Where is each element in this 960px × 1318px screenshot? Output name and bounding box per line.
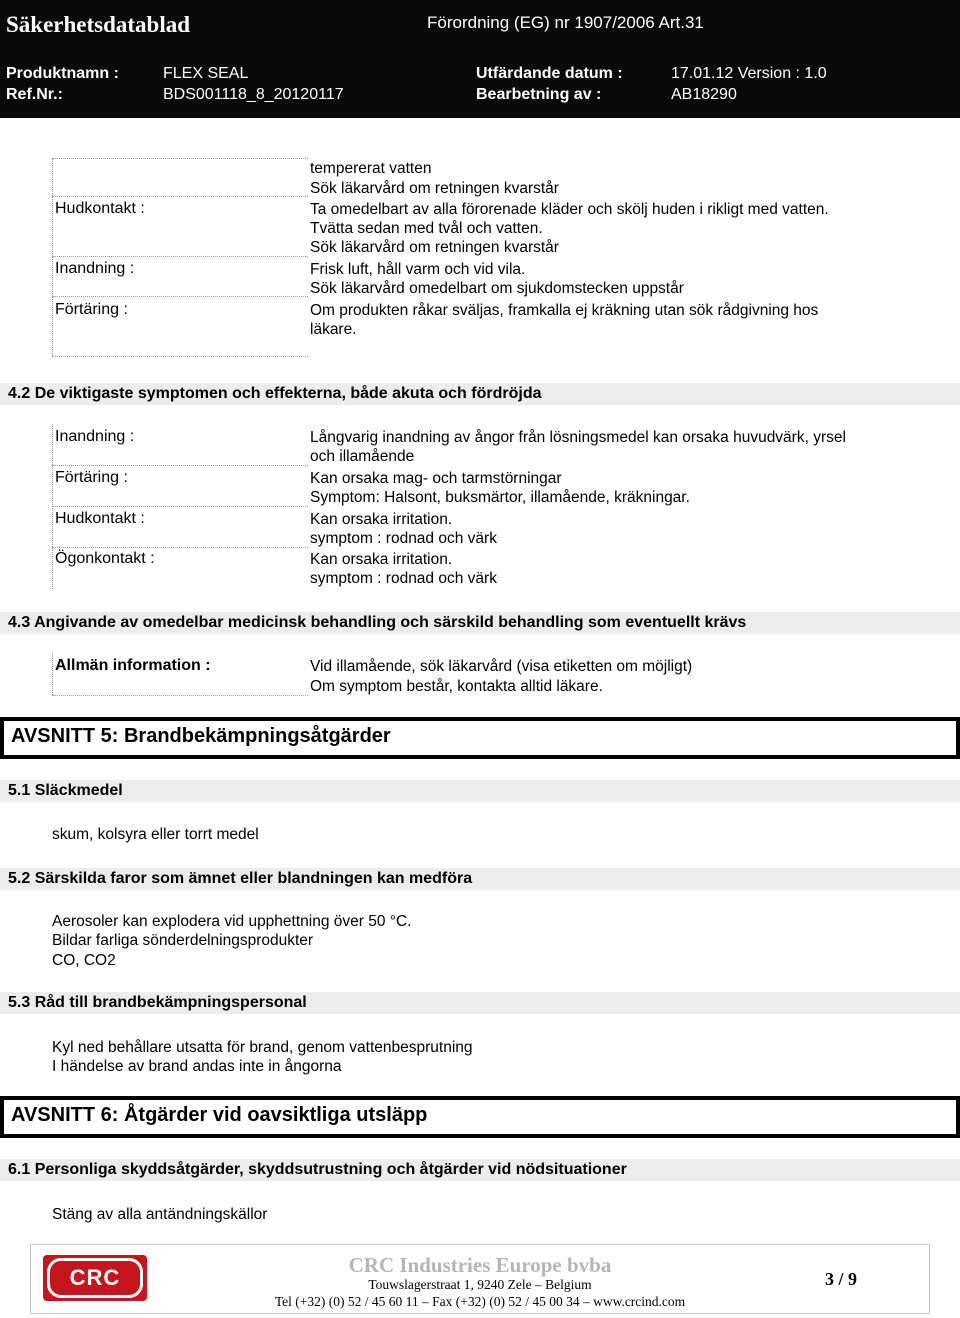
first-aid-line: tempererat vatten [310, 160, 432, 177]
personal-precautions-text: Stäng av alla antändningskällor [52, 1206, 268, 1223]
section-5-header [0, 717, 960, 759]
symptom-inhalation-label: Inandning : [55, 428, 135, 445]
first-aid-line: Sök läkarvård om retningen kvarstår [310, 180, 559, 197]
ingestion-text: läkare. [310, 321, 357, 338]
symptom-inhalation-text: Långvarig inandning av ångor från lösningsmedel kan orsaka huvudvärk, yrsel [310, 429, 846, 446]
inhalation-text: Frisk luft, håll varm och vid vila. [310, 261, 526, 278]
section-5-2-header [0, 868, 960, 890]
section-5-1-header [0, 780, 960, 802]
regulation-reference: Förordning (EG) nr 1907/2006 Art.31 [427, 13, 704, 32]
document-header [0, 0, 960, 118]
symptom-ingestion-text: Symptom: Halsont, buksmärtor, illamående, kräkningar. [310, 489, 690, 506]
section-6-title: AVSNITT 6: Åtgärder vid oavsiktliga utsläpp [11, 1104, 428, 1126]
special-hazards-text: Bildar farliga sönderdelningsprodukter [52, 932, 314, 949]
general-info-text: Vid illamående, sök läkarvård (visa etiketten om möjligt) [310, 658, 693, 675]
issue-date-label: Utfärdande datum : [476, 65, 623, 82]
section-5-title: AVSNITT 5: Brandbekämpningsåtgärder [11, 725, 391, 747]
ref-number-label: Ref.Nr.: [6, 86, 63, 103]
product-name-value: FLEX SEAL [163, 65, 249, 82]
processing-label: Bearbetning av : [476, 86, 602, 103]
section-4-3-header [0, 612, 960, 634]
skin-contact-label: Hudkontakt : [55, 200, 145, 217]
symptom-eye-text: Kan orsaka irritation. [310, 551, 453, 568]
crc-logo-text: CRC [47, 1258, 143, 1298]
company-name: CRC Industries Europe bvba [348, 1253, 612, 1277]
document-footer [30, 1244, 930, 1314]
inhalation-text: Sök läkarvård omedelbart om sjukdomstecken uppstår [310, 280, 684, 297]
section-5-3-header [0, 992, 960, 1014]
section-6-header [0, 1096, 960, 1138]
symptom-skin-text: Kan orsaka irritation. [310, 511, 453, 528]
processing-value: AB18290 [671, 86, 737, 103]
section-5-1-title: 5.1 Släckmedel [8, 782, 123, 799]
page-number: 3 / 9 [824, 1269, 857, 1289]
firefighter-advice-text: Kyl ned behållare utsatta för brand, genom vattenbesprutning [52, 1039, 473, 1056]
ref-number-value: BDS001118_8_20120117 [163, 86, 344, 103]
symptom-inhalation-text: och illamående [310, 448, 415, 465]
symptom-ingestion-text: Kan orsaka mag- och tarmstörningar [310, 470, 562, 487]
inhalation-label: Inandning : [55, 260, 135, 277]
skin-contact-text: Tvätta sedan med tvål och vatten. [310, 220, 543, 237]
special-hazards-text: CO, CO2 [52, 952, 116, 969]
section-5-3-title: 5.3 Råd till brandbekämpningspersonal [8, 994, 307, 1011]
section-6-1-title: 6.1 Personliga skyddsåtgärder, skyddsutrustning och åtgärder vid nödsituationer [8, 1161, 627, 1178]
section-4-2-title: 4.2 De viktigaste symptomen och effekterna, både akuta och fördröjda [8, 385, 542, 402]
firefighter-advice-text: I händelse av brand andas inte in ångorna [52, 1058, 342, 1075]
ingestion-label: Förtäring : [55, 301, 128, 318]
section-5-2-title: 5.2 Särskilda faror som ämnet eller blandningen kan medföra [8, 870, 473, 887]
symptom-eye-text: symptom : rodnad och värk [310, 570, 497, 587]
company-contact: Tel (+32) (0) 52 / 45 60 11 – Fax (+32) (0) 52 / 45 00 34 – www.crcind.com [274, 1294, 686, 1309]
extinguishing-media-text: skum, kolsyra eller torrt medel [52, 826, 259, 843]
symptom-eye-label: Ögonkontakt : [55, 550, 155, 567]
general-info-label: Allmän information : [55, 657, 211, 674]
symptom-ingestion-label: Förtäring : [55, 469, 128, 486]
document-title: Säkerhetsdatablad [6, 12, 191, 37]
ingestion-text: Om produkten råkar sväljas, framkalla ej kräkning utan sök rådgivning hos [310, 302, 819, 319]
section-4-2-header [0, 383, 960, 405]
section-4-3-title: 4.3 Angivande av omedelbar medicinsk behandling och särskild behandling som eventuellt krävs [8, 614, 747, 631]
issue-date-value: 17.01.12 Version : 1.0 [671, 65, 827, 82]
special-hazards-text: Aerosoler kan explodera vid upphettning över 50 °C. [52, 913, 412, 930]
general-info-text: Om symptom består, kontakta alltid läkare. [310, 678, 603, 695]
skin-contact-text: Ta omedelbart av alla förorenade kläder och skölj huden i rikligt med vatten. [310, 201, 829, 218]
skin-contact-text: Sök läkarvård om retningen kvarstår [310, 239, 559, 256]
product-name-label: Produktnamn : [6, 65, 119, 82]
symptom-skin-label: Hudkontakt : [55, 510, 145, 527]
symptom-skin-text: symptom : rodnad och värk [310, 530, 497, 547]
company-address: Touwslagerstraat 1, 9240 Zele – Belgium [368, 1277, 592, 1292]
section-6-1-header [0, 1159, 960, 1181]
